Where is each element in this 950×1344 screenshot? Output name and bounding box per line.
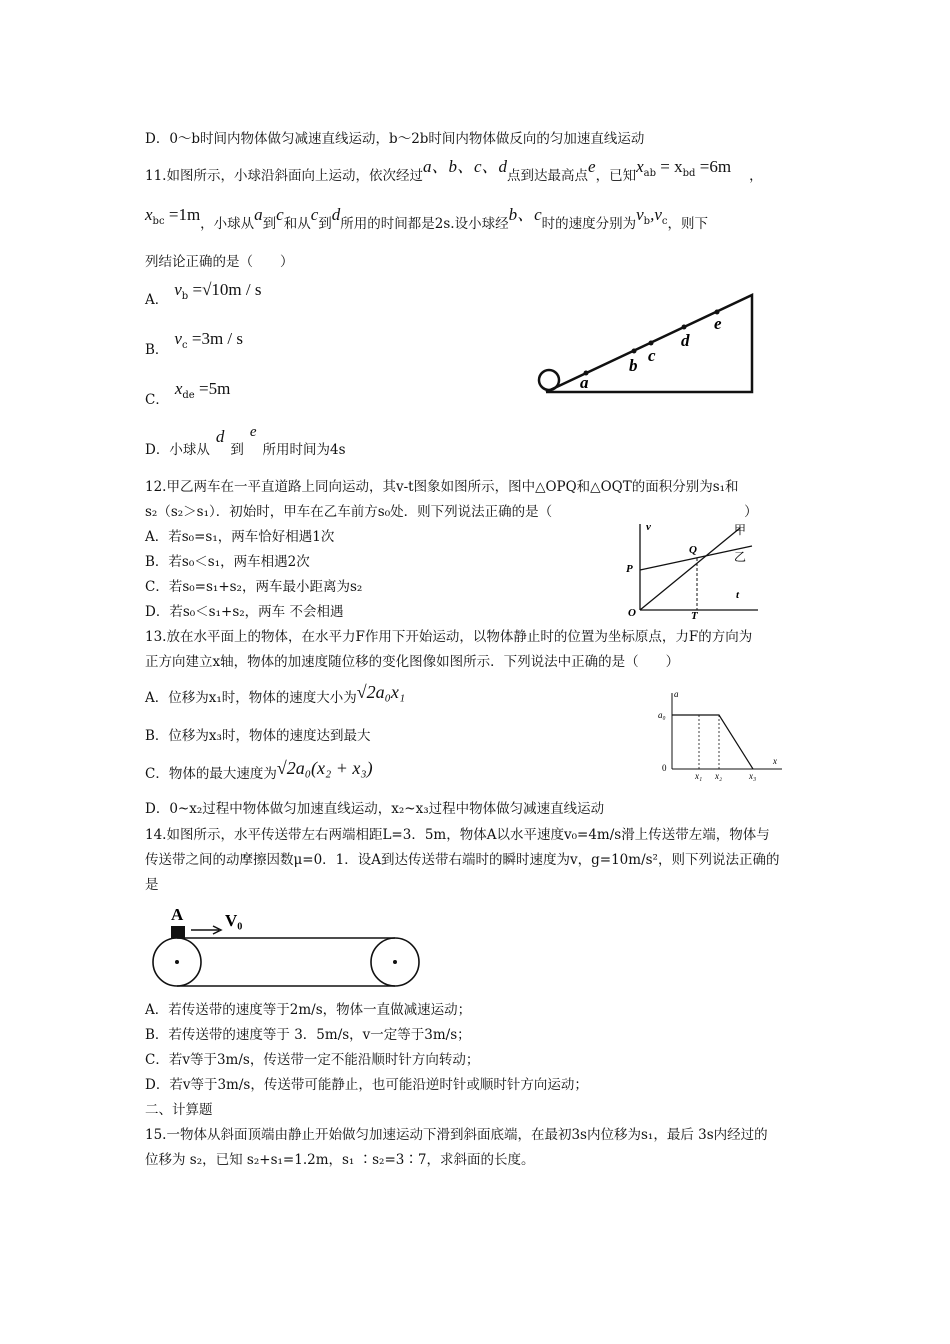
label-d: d (681, 331, 690, 350)
point-d (682, 325, 687, 330)
block-a (171, 926, 185, 938)
svg-text:V₀: V₀ (225, 911, 243, 930)
svg-text:T: T (691, 610, 698, 622)
q12-option-c: C．若s₀=s₁+s₂，两车最小距离为s₂ (145, 579, 363, 595)
q12-option-b: B．若s₀＜s₁，两车相遇2次 (145, 554, 310, 570)
q11-stem-line1: 11.如图所示，小球沿斜面向上运动，依次经过a、b、c、d点到达最高点e，已知$x_{ab} = x_{bd} =6m$ ， (145, 157, 763, 184)
svg-text:乙: 乙 (734, 550, 747, 564)
label-a: a (580, 373, 589, 392)
q12-option-a: A．若s₀=s₁，两车恰好相遇1次 (145, 529, 335, 545)
q13-option-c: C．物体的最大速度为√2a₀(x₂ + x₃) (145, 758, 373, 782)
conveyor-figure (145, 896, 425, 991)
ball (539, 370, 559, 390)
q14-option-c: C．若v等于3m/s，传送带一定不能沿顺时针方向转动； (145, 1052, 480, 1068)
q14-stem-line3: 是 (145, 877, 159, 893)
q11-xbc-formula: $x_{bc} =1m$ (145, 205, 201, 227)
q11-option-b: B．$v_c =3m / s$ (145, 329, 244, 358)
q13-option-d: D．0~x₂过程中物体做匀加速直线运动，x₂~x₃过程中物体做匀减速直线运动 (145, 801, 605, 817)
svg-text:Q: Q (689, 544, 697, 556)
q13-option-b: B．位移为x₃时，物体的速度达到最大 (145, 728, 371, 744)
q14-option-d: D．若v等于3m/s，传送带可能静止，也可能沿逆时针或顺时针方向运动； (145, 1077, 588, 1093)
svg-text:x: x (773, 756, 777, 766)
q10-option-d: D．0～b时间内物体做匀减速直线运动，b～2b时间内物体做反向的匀加速直线运动 (145, 131, 645, 147)
svg-text:O: O (628, 607, 636, 619)
q14-option-b: B．若传送带的速度等于 3．5m/s，v一定等于3m/s； (145, 1027, 471, 1043)
svg-text:x₃: x₃ (749, 771, 757, 781)
q12-stem-line1: 12.甲乙两车在一平直道路上同向运动，其v-t图象如图所示，图中△OPQ和△OQT的面积分别为s₁和 (145, 479, 739, 495)
svg-text:A: A (171, 905, 184, 924)
q11-xab-formula: $x_{ab} = x_{bd} =6m$ (636, 157, 732, 179)
q14-stem-line1: 14.如图所示，水平传送带左右两端相距L=3．5m，物体A以水平速度v₀=4m/s滑上传送带左端，物体与 (145, 827, 770, 843)
q15-stem-line1: 15.一物体从斜面顶端由静止开始做匀加速运动下滑到斜面底端，在最初3s内位移为s₁，最后 3s内经过的 (145, 1127, 768, 1143)
svg-text:x₁: x₁ (695, 771, 703, 781)
svg-text:P: P (626, 563, 633, 575)
label-e: e (714, 314, 722, 333)
q14-option-a: A．若传送带的速度等于2m/s，物体一直做减速运动； (145, 1002, 472, 1018)
section-2-heading: 二、计算题 (145, 1102, 213, 1118)
q13-stem-line1: 13.放在水平面上的物体，在水平力F作用下开始运动，以物体静止时的位置为坐标原点，力F的方向为 (145, 629, 753, 645)
svg-text:a₀: a₀ (658, 710, 666, 720)
q15-stem-line2: 位移为 s₂，已知 s₂+s₁=1.2m，s₁ ∶s₂=3∶7，求斜面的长度。 (145, 1152, 535, 1168)
svg-text:v: v (646, 521, 651, 533)
incline-figure (530, 285, 760, 400)
q13-option-a: A．位移为x₁时，物体的速度大小为√2a₀x₁ (145, 682, 406, 706)
q11-stem-line3: 列结论正确的是（ ） (145, 254, 294, 270)
q11-option-d: D．小球从d到e所用时间为4s (145, 424, 346, 458)
svg-text:a: a (674, 689, 679, 699)
svg-text:0: 0 (662, 763, 667, 773)
vt-graph (618, 518, 768, 622)
q14-stem-line2: 传送带之间的动摩擦因数μ=0．1．设A到达传送带右端时的瞬时速度为v，g=10m/s²，则下列说法正确的 (145, 852, 780, 868)
point-b (632, 349, 637, 354)
svg-text:甲: 甲 (734, 523, 747, 537)
label-c: c (648, 346, 656, 365)
a-curve (672, 715, 753, 769)
q11-option-c: C．$x_{de} =5m$ (145, 379, 231, 408)
q12-stem-line2: s₂（s₂＞s₁）．初始时，甲车在乙车前方s₀处．则下列说法正确的是（ ） (145, 504, 758, 520)
svg-text:x₂: x₂ (715, 771, 723, 781)
svg-text:t: t (736, 589, 740, 601)
q13-stem-line2: 正方向建立x轴，物体的加速度随位移的变化图像如图所示．下列说法中正确的是（ ） (145, 654, 680, 670)
q11-option-a: A．$v_b =√10m / s$ (145, 280, 262, 308)
q11-vbvc: $v_b,v_c$ (636, 205, 668, 227)
q12-option-d: D．若s₀＜s₁+s₂，两车 不会相遇 (145, 604, 344, 620)
q11-stem-line2: $x_{bc} =1m$，小球从a到c和从c到d所用的时间都是2s.设小球经b、c时的速度分别为$v_b,v_c$，则下 (145, 205, 708, 232)
ax-graph (652, 687, 787, 783)
point-c (649, 341, 654, 346)
line-jia (640, 528, 740, 610)
label-b: b (629, 356, 638, 375)
